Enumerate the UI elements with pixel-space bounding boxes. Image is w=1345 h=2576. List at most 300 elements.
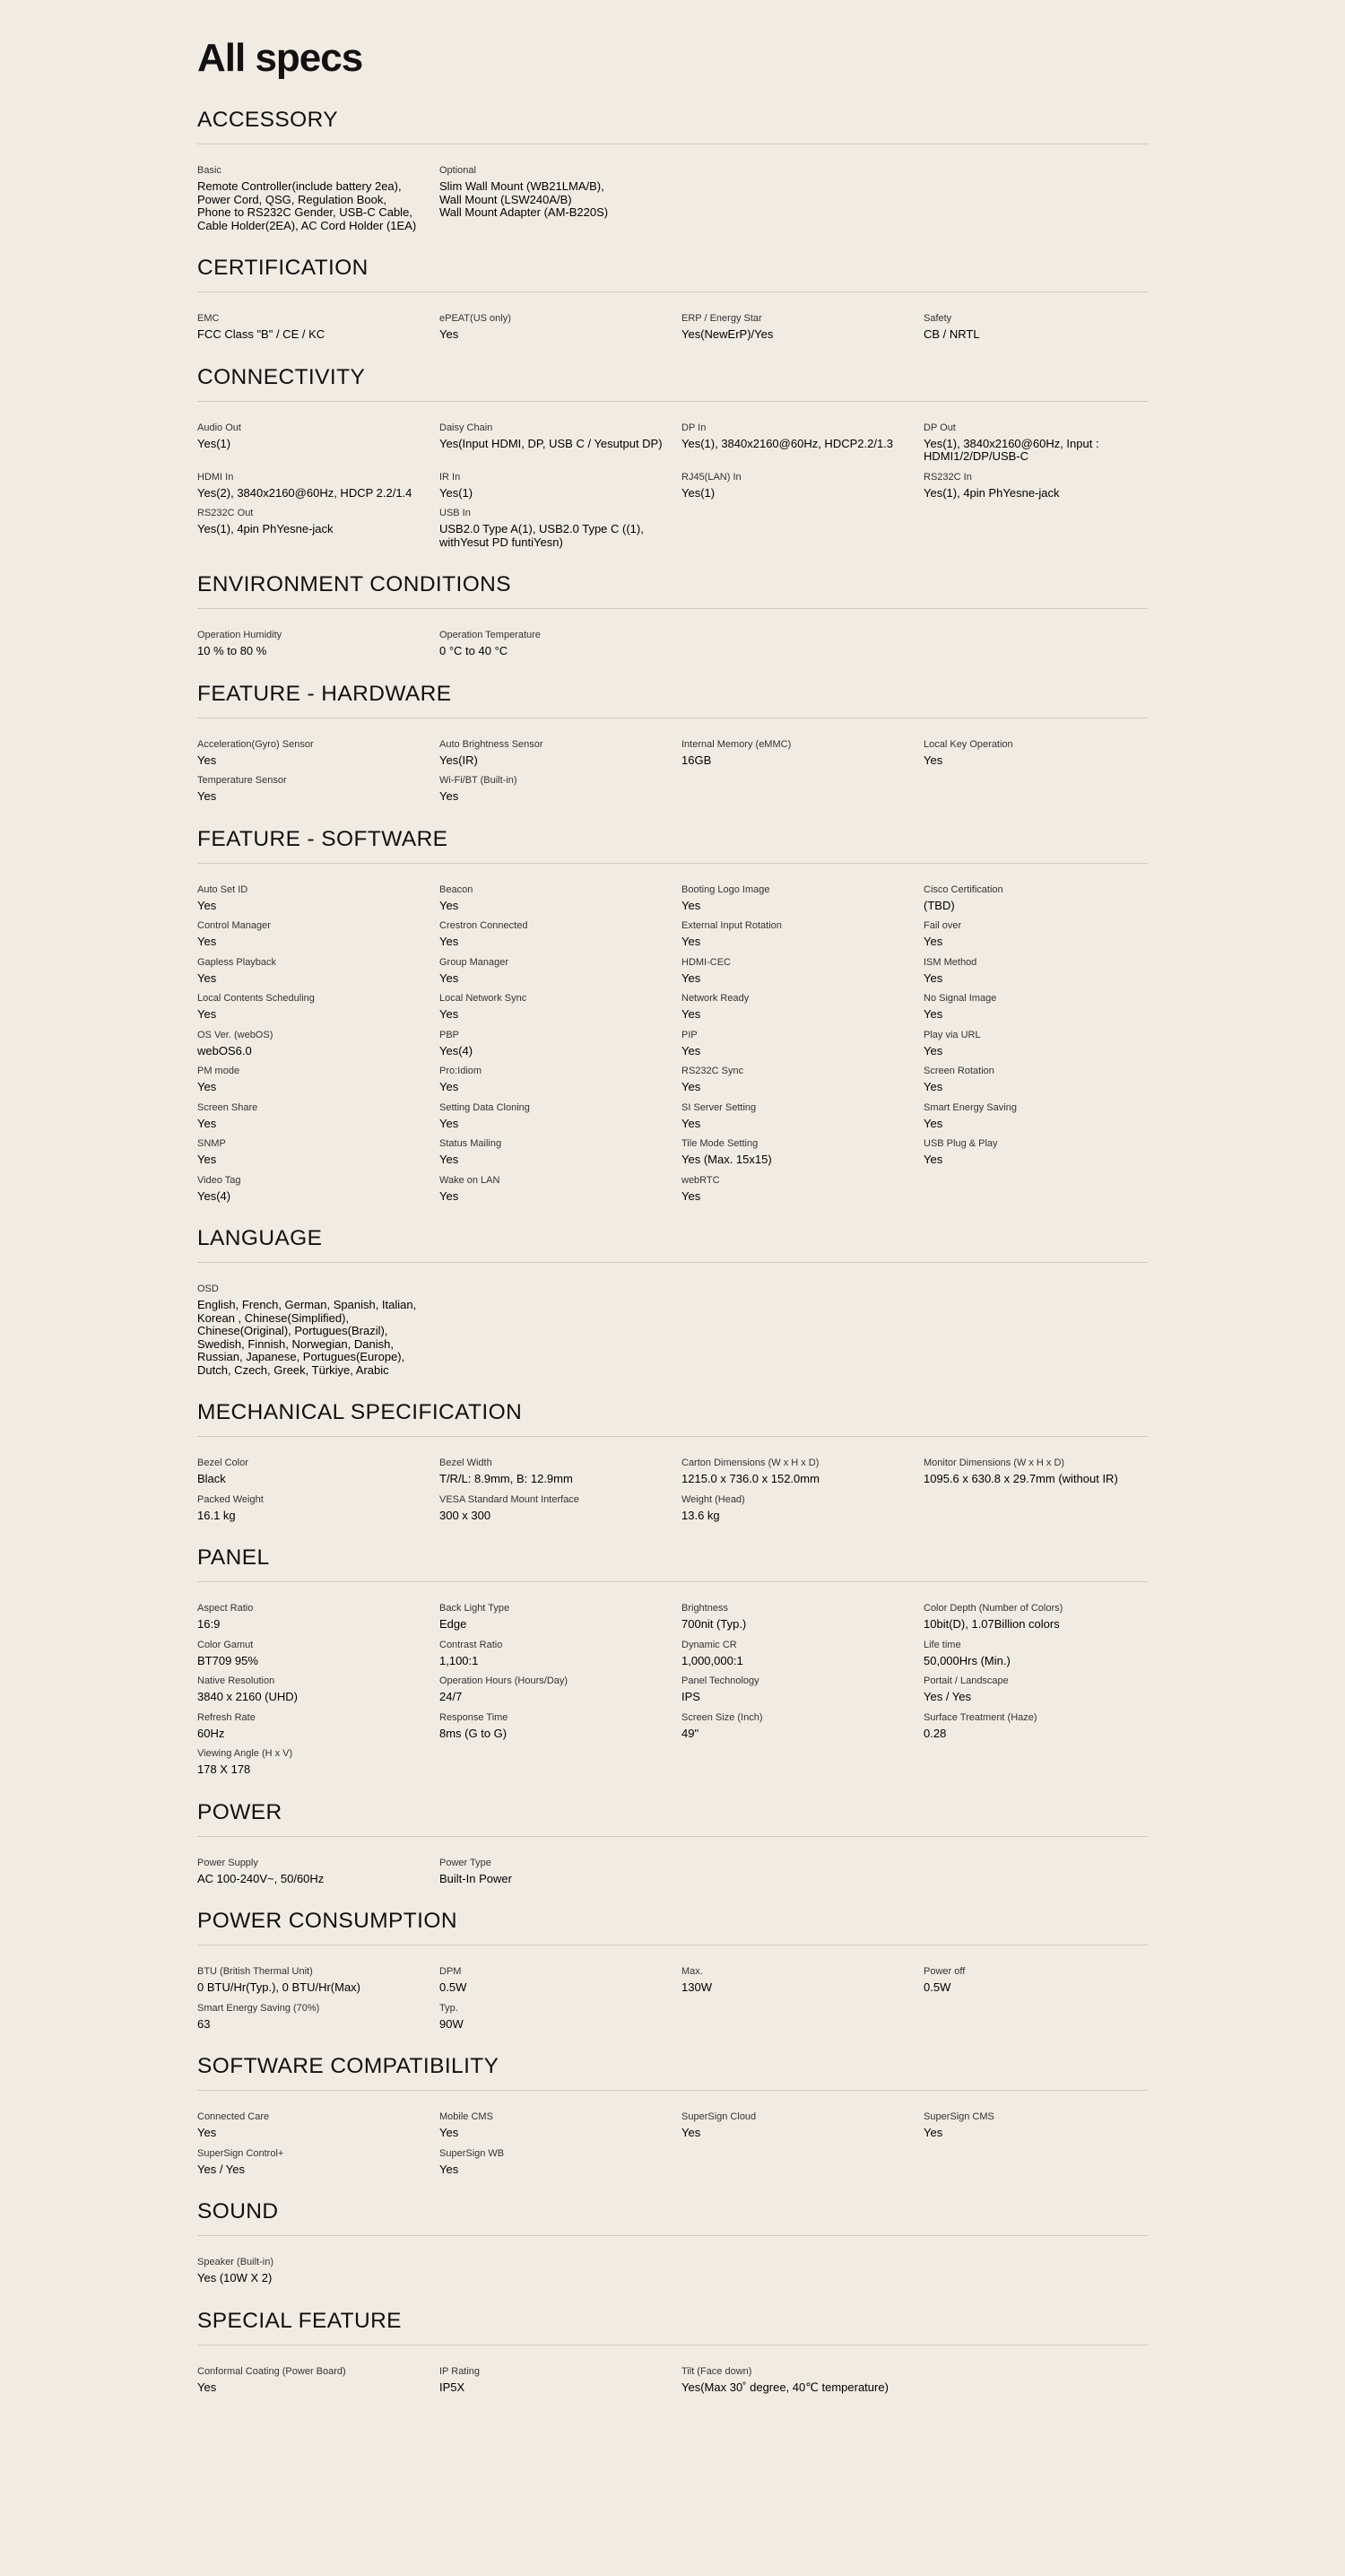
spec-value: Yes [439,2162,459,2176]
spec-label: PIP [681,1029,698,1040]
spec-value: Yes [924,1007,943,1021]
spec-item [924,2110,1166,2140]
spec-label: RS232C Out [197,508,254,518]
spec-item [439,1065,681,1094]
spec-value: 700nit (Typ.) [681,1617,747,1631]
spec-label: Basic [197,165,221,176]
spec-value: Remote Controller(include battery 2ea), Power Cord, QSG, Regulation Book, Phone to RS232C Gender, USB-C Cable, Cable Holder(2EA), AC Cord Holder (1EA) [197,179,417,232]
spec-value: Yes [439,898,459,912]
spec-label: Weight (Head) [681,1493,745,1505]
spec-item [681,422,924,464]
spec-item [439,1602,681,1632]
spec-item [197,1065,439,1094]
spec-item [439,1857,681,1886]
spec-item [681,883,924,913]
spec-label: USB In [439,508,471,518]
spec-value: Yes [439,1116,459,1130]
spec-item [197,1711,439,1741]
spec-item [924,1675,1166,1704]
spec-grid [197,738,1148,804]
spec-label: Auto Set ID [197,883,248,895]
spec-label: Smart Energy Saving [924,1101,1017,1113]
spec-value: AC 100-240V~, 50/60Hz [197,1871,325,1885]
spec-value: 130W [681,1980,712,1994]
spec-value: Slim Wall Mount (WB21LMA/B), Wall Mount (LSW240A/B) Wall Mount Adapter (AM-B220S) [439,179,609,219]
spec-item [439,2110,681,2140]
spec-label: Safety [924,313,952,324]
spec-section [197,1224,1148,1377]
spec-value: 50,000Hrs (Min.) [924,1653,1011,1667]
spec-value: 0 BTU/Hr(Typ.), 0 BTU/Hr(Max) [197,1980,361,1994]
spec-item [439,883,681,913]
spec-label: HDMI-CEC [681,956,731,968]
spec-grid [197,2110,1148,2176]
spec-item [924,956,1166,986]
spec-value: Yes [681,1080,701,1093]
spec-value: 16:9 [197,1617,221,1631]
spec-item [197,1639,439,1668]
spec-item [197,312,439,342]
spec-label: Power Type [439,1857,491,1868]
spec-value: 10bit(D), 1.07Billion colors [924,1617,1060,1631]
spec-value: Yes [924,1153,943,1166]
spec-value: Yes [197,789,217,803]
spec-label: Wake on LAN [439,1174,500,1186]
spec-value: 16.1 kg [197,1508,236,1522]
spec-label: Speaker (Built-in) [197,2257,273,2267]
spec-label: Viewing Angle (H x V) [197,1748,293,1759]
spec-label: Packed Weight [197,1493,264,1505]
spec-label: Panel Technology [681,1675,759,1686]
spec-value: 0.5W [439,1980,467,1994]
spec-label: OS Ver. (webOS) [197,1029,273,1040]
spec-label: Operation Humidity [197,630,282,640]
spec-item [197,1029,439,1058]
spec-value: 1,000,000:1 [681,1653,743,1667]
spec-label: Temperature Sensor [197,775,287,786]
section-title: SOFTWARE COMPATIBILITY [197,2052,1148,2091]
spec-value: 10 % to 80 % [197,644,267,657]
spec-label: Cisco Certification [924,883,1003,895]
spec-value: 16GB [681,753,712,767]
spec-label: Booting Logo Image [681,883,770,895]
spec-value: Yes [197,753,217,767]
section-title: ACCESSORY [197,106,1148,144]
spec-label: Power off [924,1966,966,1977]
spec-item [924,1101,1166,1131]
spec-section [197,570,1148,658]
spec-label: Conformal Coating (Power Board) [197,2365,346,2377]
spec-label: BTU (British Thermal Unit) [197,1966,313,1977]
spec-value: 300 x 300 [439,1508,491,1522]
spec-item [197,1493,439,1523]
spec-item [197,164,439,232]
spec-label: Screen Size (Inch) [681,1711,763,1723]
spec-label: Tile Mode Setting [681,1138,759,1149]
spec-value: Yes [197,1116,217,1130]
section-title: LANGUAGE [197,1224,1148,1263]
spec-label: SuperSign Cloud [681,2111,757,2122]
spec-value: Yes [439,1188,459,1203]
spec-item [924,1065,1166,1094]
section-title: FEATURE - HARDWARE [197,680,1148,718]
spec-label: DP In [681,422,707,433]
spec-item [439,1029,681,1058]
spec-item [924,1029,1166,1058]
spec-label: Fail over [924,920,962,931]
spec-value: Yes(1) [197,436,231,450]
spec-value: Yes [197,2126,217,2139]
spec-item [197,471,439,500]
spec-value: Yes [924,1116,943,1130]
spec-label: Crestron Connected [439,920,528,931]
spec-item [439,738,681,768]
spec-label: PBP [439,1029,460,1040]
spec-grid [197,312,1148,342]
spec-section [197,254,1148,342]
spec-label: Bezel Width [439,1458,492,1468]
spec-value: Yes [924,970,943,985]
spec-item [197,1965,439,1995]
spec-label: DPM [439,1966,462,1977]
spec-item [681,1639,924,1668]
spec-label: Portait / Landscape [924,1675,1009,1686]
spec-label: Response Time [439,1711,508,1723]
spec-label: SuperSign Control+ [197,2147,284,2159]
spec-item [439,1457,681,1486]
spec-value: Yes(1) [439,485,473,500]
spec-section [197,363,1148,550]
spec-item [197,1137,439,1167]
spec-item [439,507,681,549]
spec-item [439,422,681,464]
spec-item [197,1857,439,1886]
section-title: ENVIRONMENT CONDITIONS [197,570,1148,609]
spec-label: RS232C In [924,471,972,483]
spec-value: Yes [439,970,459,985]
spec-value: Yes / Yes [197,2162,246,2176]
spec-item [197,774,439,804]
spec-value: Black [197,1472,226,1485]
spec-section [197,106,1148,232]
spec-label: ePEAT(US only) [439,313,511,324]
spec-label: Carton Dimensions (W x H x D) [681,1458,820,1468]
section-title: CERTIFICATION [197,254,1148,292]
spec-value: Yes [681,935,701,948]
spec-value: 0.5W [924,1980,951,1994]
spec-label: Color Gamut [197,1639,254,1650]
spec-label: Control Manager [197,920,271,931]
spec-item [439,1675,681,1704]
spec-value: FCC Class "B" / CE / KC [197,327,325,341]
spec-label: Tilt (Face down) [681,2365,752,2377]
spec-grid [197,164,1148,232]
spec-item [197,2365,439,2395]
spec-item [681,1675,924,1704]
section-title: CONNECTIVITY [197,363,1148,402]
spec-item [439,774,681,804]
spec-label: Screen Share [197,1101,258,1113]
spec-item [197,1457,439,1486]
spec-value: USB2.0 Type A(1), USB2.0 Type C ((1), withYesut PD funtiYesn) [439,522,644,549]
spec-page [197,0,1148,2394]
spec-value: Yes [681,1007,701,1021]
spec-label: Network Ready [681,993,750,1004]
spec-grid [197,629,1148,658]
spec-item [681,2365,924,2395]
spec-value: 63 [197,2016,211,2031]
spec-item [681,919,924,949]
spec-grid [197,1965,1148,2031]
spec-item [439,2002,681,2032]
spec-item [924,1965,1166,1995]
spec-item [439,164,681,232]
spec-item [681,1602,924,1632]
spec-value: Yes [681,2126,701,2139]
spec-item [924,1602,1166,1632]
spec-item [681,1137,924,1167]
spec-section [197,1544,1148,1777]
spec-value: Yes [197,2380,217,2394]
spec-item [439,1965,681,1995]
spec-item [197,1174,439,1204]
spec-item [197,2256,439,2285]
spec-label: Setting Data Cloning [439,1101,530,1113]
spec-value: BT709 95% [197,1653,258,1667]
spec-value: Yes [197,935,217,948]
spec-item [439,1711,681,1741]
spec-value: T/R/L: 8.9mm, B: 12.9mm [439,1472,573,1485]
spec-label: IR In [439,471,461,483]
spec-label: HDMI In [197,471,234,483]
spec-label: Wi-Fi/BT (Built-in) [439,775,517,786]
spec-label: Aspect Ratio [197,1603,254,1614]
spec-value: CB / NRTL [924,327,980,341]
spec-item [681,1711,924,1741]
spec-value: 178 X 178 [197,1762,251,1776]
spec-label: PM mode [197,1066,240,1076]
section-title: MECHANICAL SPECIFICATION [197,1398,1148,1437]
spec-item [197,1602,439,1632]
spec-label: IP Rating [439,2365,481,2377]
spec-value: Yes(1), 3840x2160@60Hz, HDCP2.2/1.3 [681,436,894,450]
spec-value: Yes [681,1188,701,1203]
spec-item [681,471,924,500]
spec-value: 0 °C to 40 °C [439,644,508,657]
spec-label: Surface Treatment (Haze) [924,1711,1037,1723]
spec-item [439,1101,681,1131]
spec-sections [197,106,1148,2394]
spec-value: Yes [439,1153,459,1166]
spec-value: Yes(4) [439,1043,473,1057]
spec-item [439,956,681,986]
spec-label: Local Key Operation [924,738,1013,750]
spec-item [197,2002,439,2032]
spec-item [197,422,439,464]
spec-value: Built-In Power [439,1871,512,1885]
spec-value: Yes [439,2126,459,2139]
spec-section [197,680,1148,804]
section-title: PANEL [197,1544,1148,1582]
spec-section [197,2052,1148,2176]
spec-item [439,919,681,949]
spec-item [197,629,439,658]
spec-label: No Signal Image [924,993,997,1004]
spec-label: Typ. [439,2002,458,2014]
spec-item [439,1639,681,1668]
spec-item [924,919,1166,949]
section-title: POWER [197,1798,1148,1837]
spec-label: USB Plug & Play [924,1138,998,1149]
spec-label: Color Depth (Number of Colors) [924,1603,1063,1614]
spec-label: Smart Energy Saving (70%) [197,2002,320,2014]
spec-value: Yes [197,970,217,985]
spec-label: Acceleration(Gyro) Sensor [197,738,314,750]
spec-label: Gapless Playback [197,956,277,968]
spec-item [439,1493,681,1523]
spec-value: Yes(1), 4pin PhYesne-jack [197,522,334,535]
spec-label: SuperSign CMS [924,2111,994,2122]
spec-item [197,738,439,768]
spec-label: Power Supply [197,1857,258,1868]
spec-value: 1215.0 x 736.0 x 152.0mm [681,1472,820,1485]
spec-section [197,1798,1148,1886]
spec-label: Operation Hours (Hours/Day) [439,1675,568,1686]
spec-value: Yes (10W X 2) [197,2271,273,2284]
spec-value: Yes [924,1043,943,1057]
section-title: POWER CONSUMPTION [197,1907,1148,1945]
spec-label: SNMP [197,1138,226,1149]
spec-label: Daisy Chain [439,422,493,433]
spec-value: 1,100:1 [439,1653,479,1667]
spec-value: Yes [924,753,943,767]
spec-value: 24/7 [439,1690,463,1703]
spec-label: Optional [439,165,476,176]
spec-label: Bezel Color [197,1458,248,1468]
spec-label: Contrast Ratio [439,1639,503,1650]
spec-item [924,738,1166,768]
spec-label: Refresh Rate [197,1711,256,1723]
spec-label: Audio Out [197,422,241,433]
spec-grid [197,422,1148,550]
spec-value: Yes [439,1080,459,1093]
spec-label: Back Light Type [439,1603,510,1614]
spec-value: Yes [197,898,217,912]
spec-label: Mobile CMS [439,2111,493,2122]
spec-section [197,825,1148,1204]
spec-value: Yes [197,1080,217,1093]
spec-grid [197,1457,1148,1522]
spec-value: webOS6.0 [197,1043,252,1057]
spec-label: DP Out [924,422,956,433]
spec-item [681,1029,924,1058]
spec-label: Brightness [681,1603,728,1614]
spec-grid [197,1283,1148,1377]
spec-label: Auto Brightness Sensor [439,738,543,750]
spec-label: RS232C Sync [681,1066,744,1076]
spec-value: 8ms (G to G) [439,1726,508,1740]
spec-item [924,1711,1166,1741]
spec-section [197,1907,1148,2031]
spec-label: Internal Memory (eMMC) [681,738,792,750]
spec-value: 60Hz [197,1726,225,1740]
spec-value: IPS [681,1690,700,1703]
spec-label: Pro:Idiom [439,1066,482,1076]
spec-label: SI Server Setting [681,1101,757,1113]
spec-value: Yes [197,1007,217,1021]
spec-value: Yes [924,1080,943,1093]
spec-value: Yes [681,898,701,912]
spec-label: Native Resolution [197,1675,275,1686]
spec-item [197,1675,439,1704]
spec-label: Operation Temperature [439,630,541,640]
spec-value: Yes (Max. 15x15) [681,1153,772,1166]
spec-value: Yes(4) [197,1188,231,1203]
spec-value: Yes [439,789,459,803]
spec-item [439,992,681,1022]
spec-item [197,956,439,986]
spec-value: Yes [681,1043,701,1057]
spec-item [681,992,924,1022]
spec-item [197,883,439,913]
spec-value: (TBD) [924,898,955,912]
section-title: FEATURE - SOFTWARE [197,825,1148,864]
spec-item [439,629,681,658]
spec-value: 90W [439,2016,464,2031]
spec-section [197,2197,1148,2285]
spec-item [924,1639,1166,1668]
spec-label: EMC [197,313,220,324]
spec-value: Yes / Yes [924,1690,972,1703]
spec-item [197,2147,439,2177]
spec-item [681,738,924,768]
spec-grid [197,883,1148,1204]
spec-label: Connected Care [197,2111,270,2122]
spec-item [197,1747,439,1777]
spec-label: External Input Rotation [681,920,782,931]
spec-label: Status Mailing [439,1138,502,1149]
spec-value: Yes(NewErP)/Yes [681,327,774,341]
spec-item [439,471,681,500]
spec-item [924,992,1166,1022]
spec-item [681,1457,924,1486]
spec-label: Max. [681,1966,703,1977]
spec-item [439,1137,681,1167]
spec-item [681,1101,924,1131]
spec-value: English, French, German, Spanish, Italian, Korean , Chinese(Simplified), Chinese(Original), Portugues(Brazil), Swedish, Finnish, Norwegian, Danish, Russian, Japanese, Portugues(Europe), Dutch, Czech, Greek, Türkiye, Arabic [197,1298,417,1377]
spec-item [681,1174,924,1204]
spec-value: 13.6 kg [681,1508,720,1522]
spec-item [924,422,1166,464]
spec-value: Yes(1), 3840x2160@60Hz, Input : HDMI1/2/DP/USB-C [924,436,1099,463]
spec-item [681,1493,924,1523]
spec-value: Yes [197,1153,217,1166]
spec-value: Yes [924,935,943,948]
page-title: All specs [197,36,363,80]
spec-item [439,2365,681,2395]
spec-value: Yes(1) [681,485,716,500]
spec-value: Yes [681,1116,701,1130]
spec-value: 3840 x 2160 (UHD) [197,1690,298,1703]
spec-label: ISM Method [924,956,977,968]
spec-label: Beacon [439,883,473,895]
spec-value: Yes(IR) [439,753,478,767]
section-title: SOUND [197,2197,1148,2236]
section-title: SPECIAL FEATURE [197,2307,1148,2345]
spec-label: Video Tag [197,1174,241,1186]
spec-item [197,1283,439,1377]
spec-item [439,2147,681,2177]
